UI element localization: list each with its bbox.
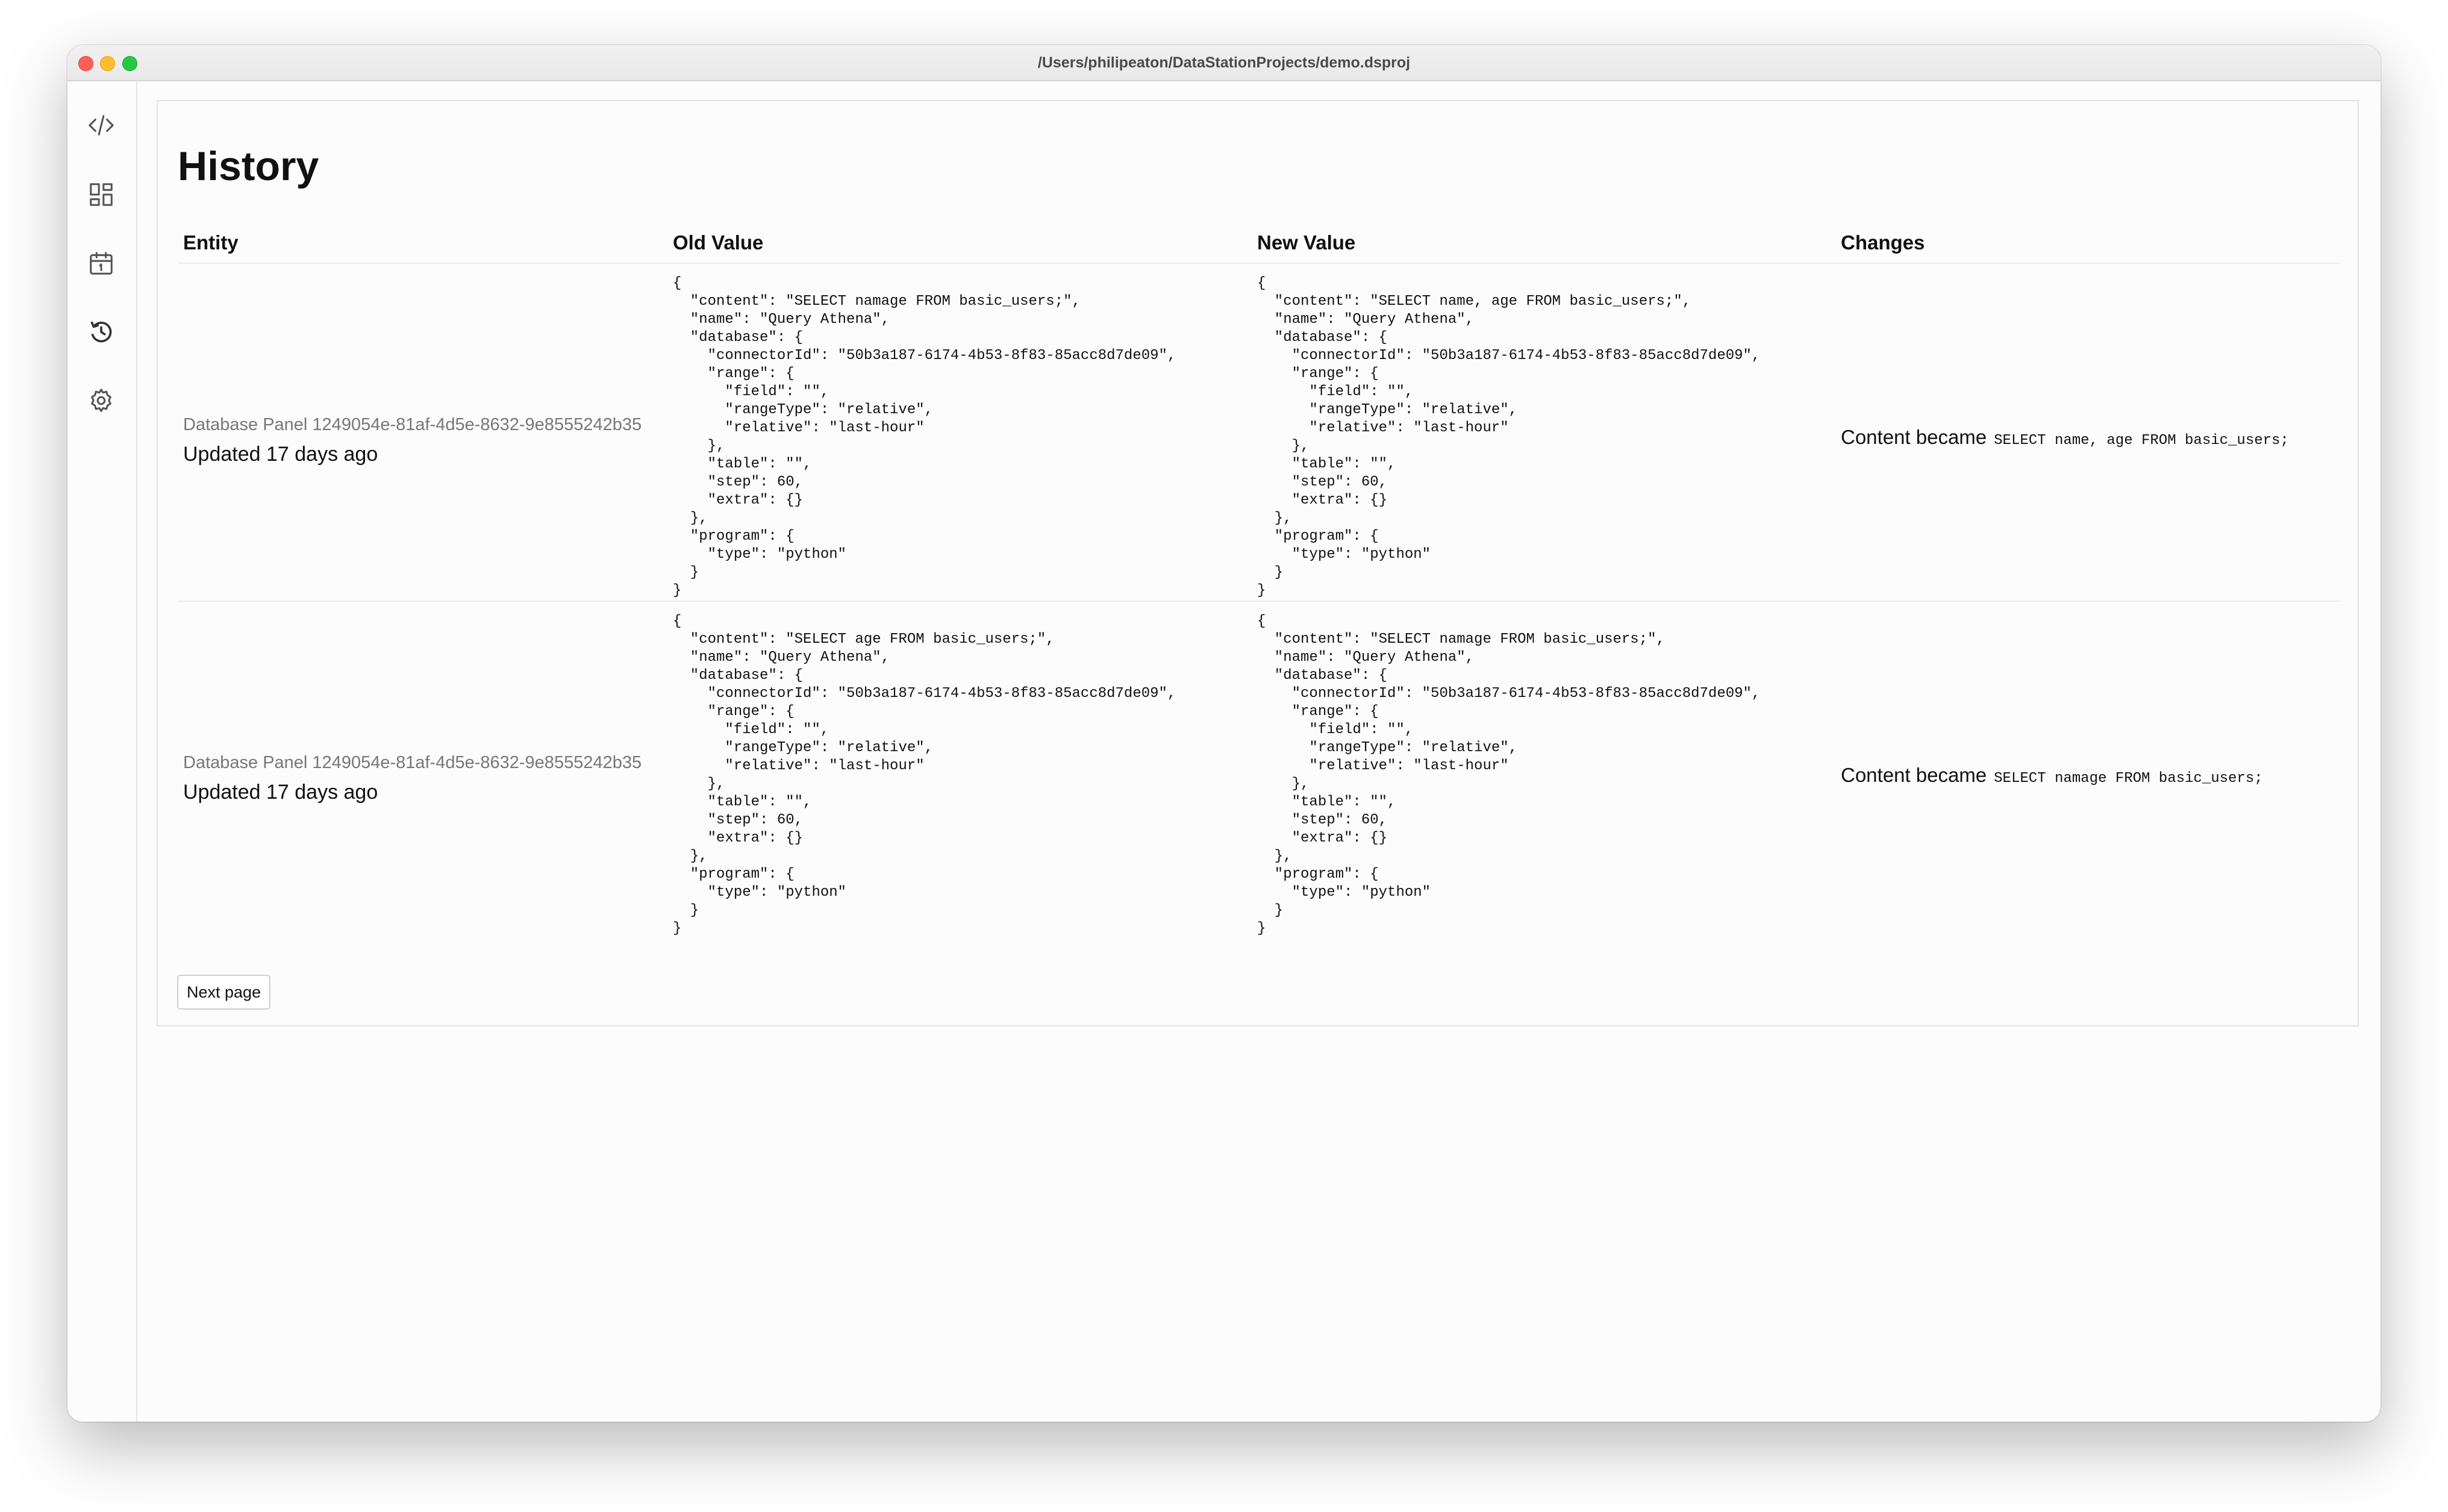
dashboard-icon — [87, 181, 115, 208]
column-header-old-value: Old Value — [673, 231, 764, 254]
page-title: History — [178, 143, 319, 189]
calendar-icon — [87, 249, 115, 277]
change-label: Content became — [1841, 426, 1987, 448]
history-panel — [157, 100, 2359, 1026]
change-value: SELECT namage FROM basic_users; — [1994, 770, 2263, 787]
old-value-json: { "content": "SELECT age FROM basic_users;", "name": "Query Athena", "database": { "connectorId": "50b3a187-6174-4b53-8f83-85acc8d7de09", "range": { "field": "", "rangeType": "relative", "relative": "last-hour" }, "table": "", "step": 60, "extra": {} }, "program": { "type": "python" } } — [673, 613, 1176, 937]
entity-name: Database Panel 1249054e-81af-4d5e-8632-9e8555242b35 — [183, 753, 642, 772]
app-window — [67, 45, 2381, 1422]
sidebar-item-dashboards[interactable] — [87, 181, 115, 208]
column-header-changes: Changes — [1841, 231, 1925, 254]
entity-updated-time: Updated 17 days ago — [183, 443, 378, 466]
table-row — [158, 264, 2358, 601]
sidebar-item-history[interactable] — [87, 318, 115, 346]
gear-icon — [87, 387, 115, 414]
code-icon — [87, 111, 115, 139]
old-value-json: { "content": "SELECT namage FROM basic_users;", "name": "Query Athena", "database": { "connectorId": "50b3a187-6174-4b53-8f83-85acc8d7de09", "range": { "field": "", "rangeType": "relative", "relative": "last-hour" }, "table": "", "step": 60, "extra": {} }, "program": { "type": "python" } } — [673, 275, 1176, 599]
next-page-button[interactable]: Next page — [177, 975, 270, 1010]
change-value: SELECT name, age FROM basic_users; — [1994, 433, 2289, 449]
window-title: /Users/philipeaton/DataStationProjects/demo.dsproj — [1037, 54, 1411, 71]
new-value-json: { "content": "SELECT namage FROM basic_users;", "name": "Query Athena", "database": { "connectorId": "50b3a187-6174-4b53-8f83-85acc8d7de09", "range": { "field": "", "rangeType": "relative", "relative": "last-hour" }, "table": "", "step": 60, "extra": {} }, "program": { "type": "python" } } — [1257, 613, 1761, 937]
sidebar-item-editor[interactable] — [87, 111, 115, 139]
title-bar — [67, 45, 2381, 81]
change-label: Content became — [1841, 764, 1987, 786]
change-description — [1841, 763, 2263, 791]
entity-updated-time: Updated 17 days ago — [183, 781, 378, 804]
column-header-entity: Entity — [183, 231, 239, 254]
sidebar-item-scheduled-exports[interactable] — [87, 249, 115, 277]
sidebar-item-settings[interactable] — [87, 387, 115, 414]
column-header-new-value: New Value — [1257, 231, 1356, 254]
table-row — [158, 602, 2358, 939]
entity-name: Database Panel 1249054e-81af-4d5e-8632-9e8555242b35 — [183, 415, 642, 434]
history-icon — [87, 318, 115, 346]
sidebar — [67, 81, 137, 1422]
change-description — [1841, 425, 2289, 453]
new-value-json: { "content": "SELECT name, age FROM basic_users;", "name": "Query Athena", "database": { "connectorId": "50b3a187-6174-4b53-8f83-85acc8d7de09", "range": { "field": "", "rangeType": "relative", "relative": "last-hour" }, "table": "", "step": 60, "extra": {} }, "program": { "type": "python" } } — [1257, 275, 1761, 599]
